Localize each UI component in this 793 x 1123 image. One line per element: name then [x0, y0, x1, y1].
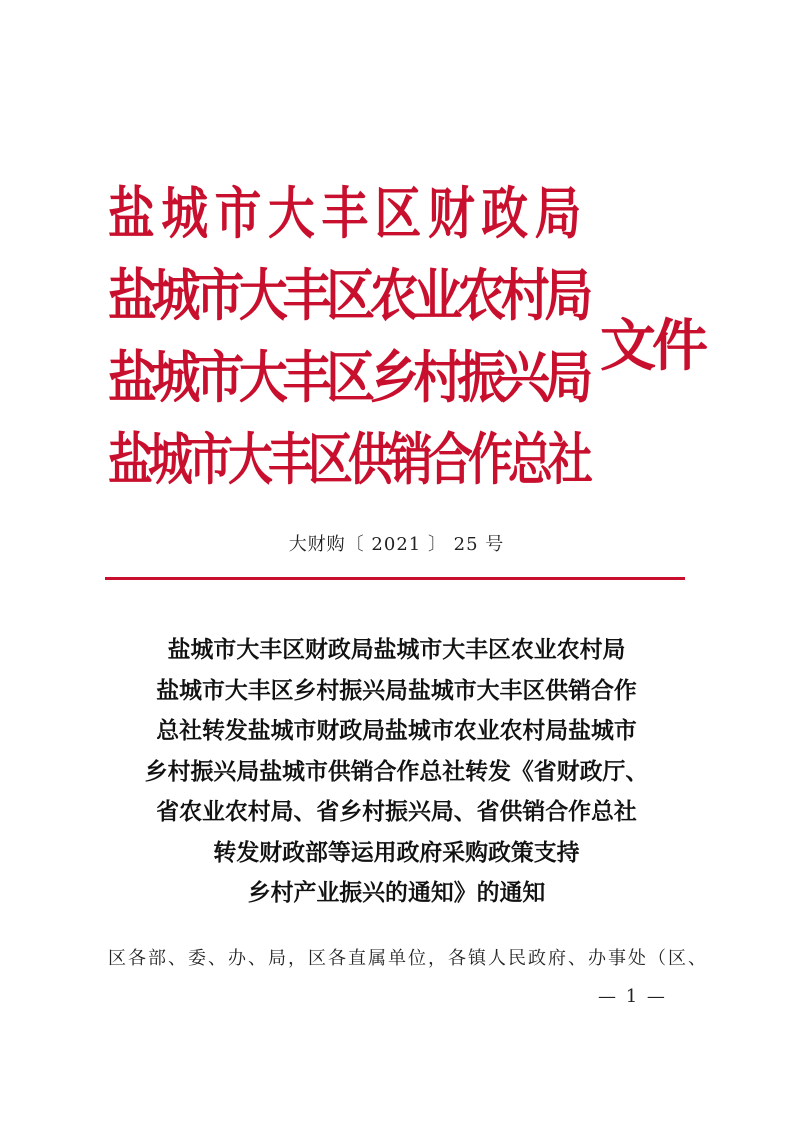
issuer-supply-marketing-cooperative: 盐城市大丰区供销合作总社 [108, 427, 588, 493]
title-line: 盐城市大丰区财政局盐城市大丰区农业农村局 [167, 637, 626, 663]
title-line: 盐城市大丰区乡村振兴局盐城市大丰区供销合作 [156, 677, 637, 704]
title-line: 乡村振兴局盐城市供销合作总社转发《省财政厅、 [144, 758, 649, 785]
document-number: 大财购〔 2021 〕 25 号 [288, 534, 505, 555]
title-line: 省农业农村局、省乡村振兴局、省供销合作总社 [156, 799, 637, 825]
title-line: 乡村产业振兴的通知》的通知 [247, 880, 546, 906]
document-title [100, 630, 693, 914]
title-line: 总社转发盐城市财政局盐城市农业农村局盐城市 [156, 718, 637, 744]
page-number: — 1 — [598, 986, 667, 1007]
issuing-authorities [108, 173, 598, 501]
issuer-agriculture-bureau: 盐城市大丰区农业农村局 [108, 263, 588, 329]
issuer-rural-revitalization-bureau: 盐城市大丰区乡村振兴局 [108, 345, 588, 411]
title-line: 转发财政部等运用政府采购政策支持 [213, 839, 580, 866]
issuer-finance-bureau: 盐城市大丰区财政局 [108, 181, 588, 247]
recipients-line: 区各部、委、办、局，区各直属单位，各镇人民政府、办事处（区、 [108, 948, 708, 969]
document-suffix: 文件 [600, 313, 704, 379]
red-divider-line [105, 577, 685, 580]
